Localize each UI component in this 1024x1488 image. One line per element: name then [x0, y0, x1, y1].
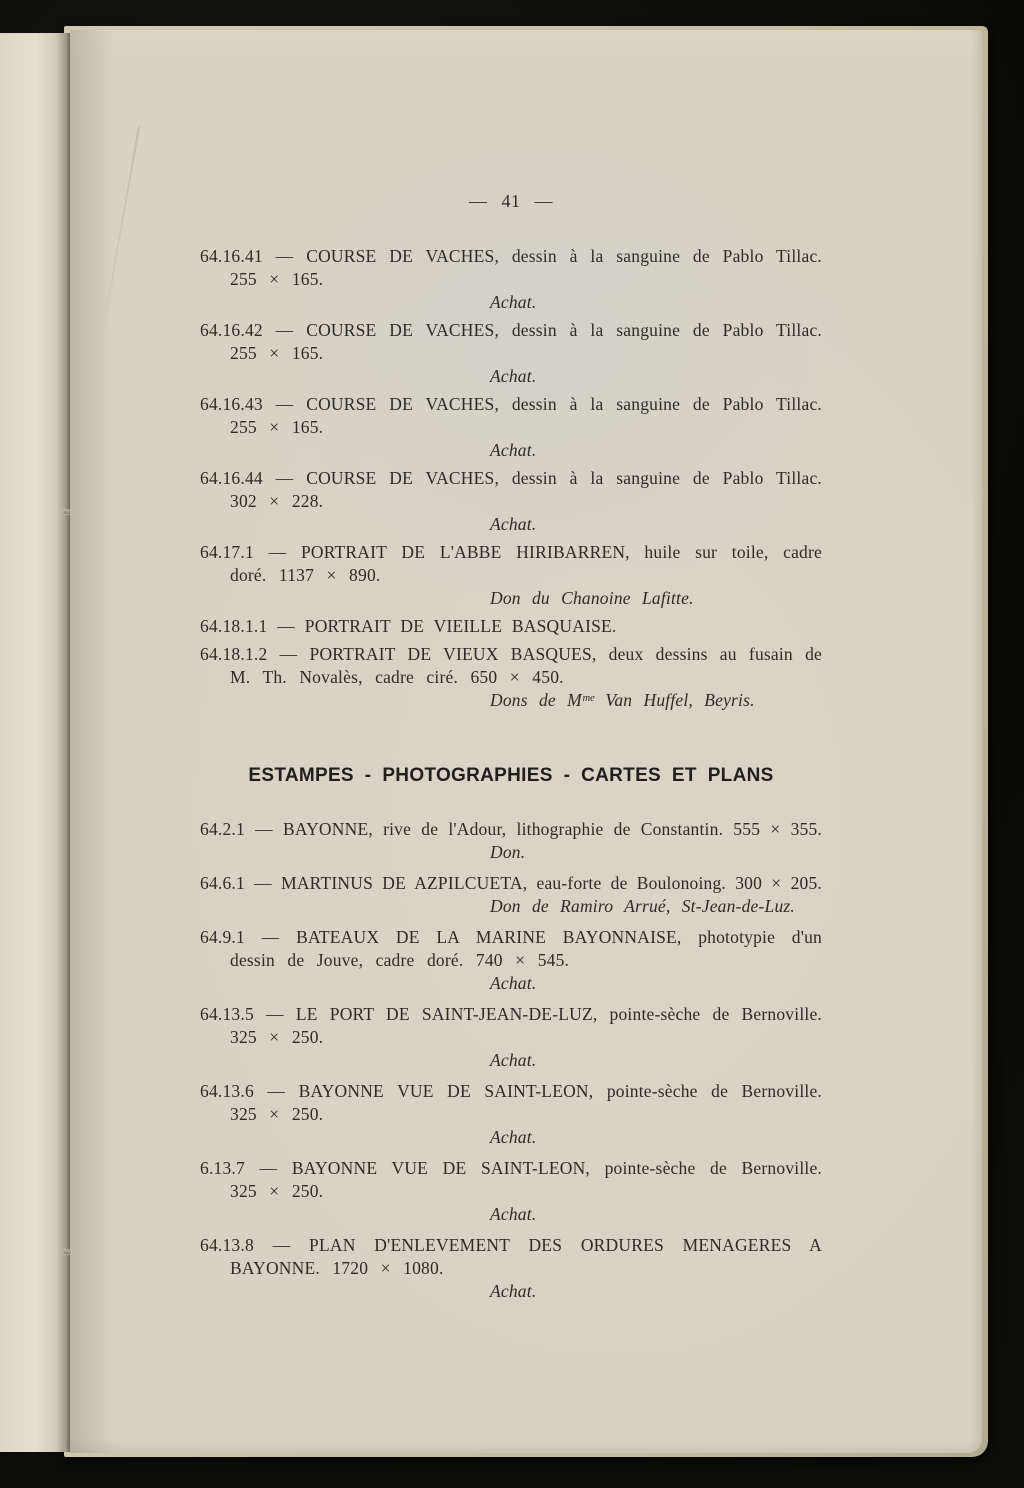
crease-mark: [98, 127, 140, 354]
entry-line: 255 × 165.: [230, 417, 324, 437]
entry-line: dessin de Jouve, cadre doré. 740 × 545.: [230, 950, 570, 970]
entry-line: 255 × 165.: [230, 269, 324, 289]
entry-line: doré. 1137 × 890.: [230, 565, 381, 585]
entry-line: 64.16.41 — COURSE DE VACHES, dessin à la sanguine de Pablo Tillac.: [200, 246, 822, 266]
staple-icon: [63, 1250, 71, 1254]
entry-line: 255 × 165.: [230, 343, 324, 363]
catalog-entry: [200, 319, 822, 388]
catalog-entry: [200, 1003, 822, 1072]
entry-line: 302 × 228.: [230, 491, 324, 511]
catalog-entry: [200, 615, 822, 638]
catalog-entry: [200, 1157, 822, 1226]
catalog-sections: [200, 245, 822, 1303]
entry-credit: Don.: [490, 842, 526, 862]
entry-line: 64.9.1 — BATEAUX DE LA MARINE BAYONNAISE, phototypie d'un: [200, 927, 822, 947]
entry-line: 325 × 250.: [230, 1181, 324, 1201]
entry-credit: Achat.: [490, 1050, 537, 1070]
entry-line: 64.16.42 — COURSE DE VACHES, dessin à la sanguine de Pablo Tillac.: [200, 320, 822, 340]
entry-credit: Don du Chanoine Lafitte.: [490, 588, 694, 608]
entry-credit: Achat.: [490, 440, 537, 460]
catalog-entry: [200, 1234, 822, 1303]
staple-icon: [63, 510, 71, 514]
catalog-section: [200, 245, 822, 712]
entry-line: 64.13.5 — LE PORT DE SAINT-JEAN-DE-LUZ, pointe-sèche de Bernoville.: [200, 1004, 822, 1024]
entry-credit: Achat.: [490, 1127, 537, 1147]
entry-credit: Achat.: [490, 1281, 537, 1301]
catalog-entry: [200, 1080, 822, 1149]
catalog-entry: [200, 926, 822, 995]
page-content: [200, 30, 822, 1311]
entry-credit: Achat.: [490, 973, 537, 993]
entry-line: 64.16.44 — COURSE DE VACHES, dessin à la sanguine de Pablo Tillac.: [200, 468, 822, 488]
catalog-section: [200, 762, 822, 1303]
entry-credit: Achat.: [490, 366, 537, 386]
entry-line: M. Th. Novalès, cadre ciré. 650 × 450.: [230, 667, 564, 687]
entry-credit: Achat.: [490, 292, 537, 312]
catalog-entry: [200, 245, 822, 314]
document-page: [70, 30, 982, 1453]
catalog-entry: [200, 541, 822, 610]
entry-credit: Achat.: [490, 514, 537, 534]
catalog-entry: [200, 818, 822, 864]
page-number: — 41 —: [469, 191, 553, 211]
catalog-entry: [200, 467, 822, 536]
entry-line: 64.18.1.2 — PORTRAIT DE VIEUX BASQUES, deux dessins au fusain de: [200, 644, 822, 664]
entry-credit: Achat.: [490, 1204, 537, 1224]
entry-line: 325 × 250.: [230, 1104, 324, 1124]
catalog-entry: [200, 393, 822, 462]
entry-line: 64.17.1 — PORTRAIT DE L'ABBE HIRIBARREN, huile sur toile, cadre: [200, 542, 822, 562]
catalog-entry: [200, 872, 822, 918]
entry-line: 325 × 250.: [230, 1027, 324, 1047]
entry-line: 64.13.6 — BAYONNE VUE DE SAINT-LEON, pointe-sèche de Bernoville.: [200, 1081, 822, 1101]
section-heading: ESTAMPES - PHOTOGRAPHIES - CARTES ET PLANS: [248, 765, 774, 786]
entry-line: 6.13.7 — BAYONNE VUE DE SAINT-LEON, pointe-sèche de Bernoville.: [200, 1158, 822, 1178]
entry-line: 64.13.8 — PLAN D'ENLEVEMENT DES ORDURES MENAGERES A: [200, 1235, 822, 1255]
entry-credit: Don de Ramiro Arrué, St-Jean-de-Luz.: [490, 896, 796, 916]
entry-line: 64.16.43 — COURSE DE VACHES, dessin à la sanguine de Pablo Tillac.: [200, 394, 822, 414]
entry-line: 64.6.1 — MARTINUS DE AZPILCUETA, eau-forte de Boulonoing. 300 × 205.: [200, 873, 822, 893]
entry-line: BAYONNE. 1720 × 1080.: [230, 1258, 444, 1278]
entry-line: 64.18.1.1 — PORTRAIT DE VIEILLE BASQUAISE.: [200, 616, 617, 636]
entry-credit: Dons de Mᵐᵉ Van Huffel, Beyris.: [490, 690, 755, 710]
entry-line: 64.2.1 — BAYONNE, rive de l'Adour, lithographie de Constantin. 555 × 355.: [200, 819, 822, 839]
gutter-page-edge: [0, 33, 70, 1452]
catalog-entry: [200, 643, 822, 712]
